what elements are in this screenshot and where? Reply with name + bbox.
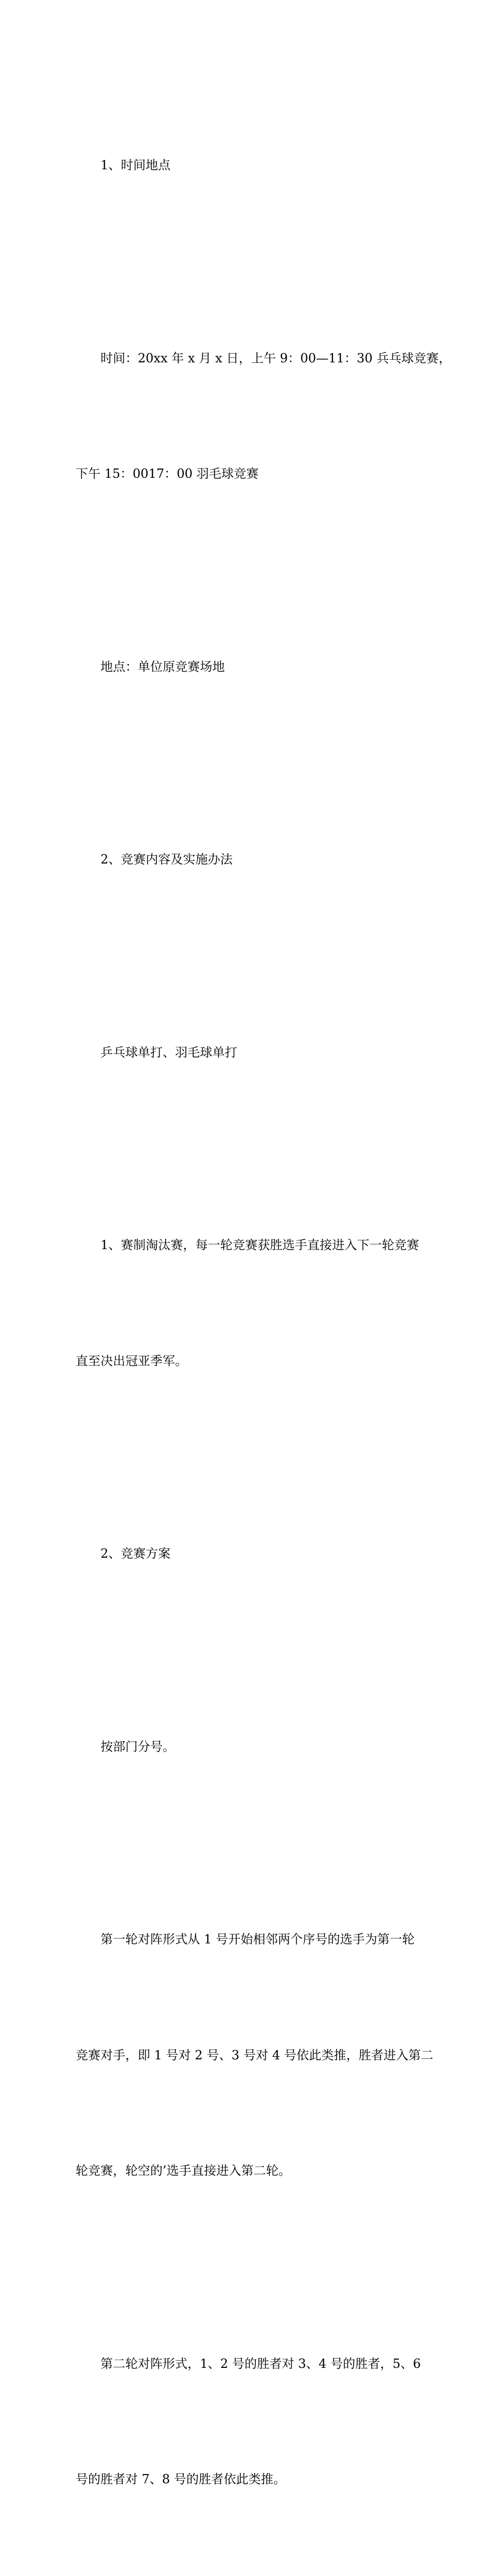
heading-time-location: [76, 69, 417, 262]
text-line: 2、竞赛内容及实施办法: [100, 852, 233, 867]
text-line: 下午 15：0017：00 羽毛球竞赛: [76, 466, 259, 481]
paragraph-time: [76, 262, 451, 570]
text-line: 地点：单位原竞赛场地: [100, 659, 225, 674]
heading-content-method: [76, 763, 417, 956]
text-line: 按部门分号。: [100, 1739, 175, 1754]
document-body: [76, 69, 451, 2576]
paragraph-round-two: [76, 2267, 421, 2576]
paragraph-location: [76, 570, 417, 764]
text-line: 直至决出冠亚季军。: [76, 1353, 187, 1368]
text-line: 乒乓球单打、羽毛球单打: [100, 1045, 237, 1060]
paragraph-numbering: [76, 1650, 417, 1843]
text-line: 2、竞赛方案: [100, 1546, 171, 1561]
text-line: 轮竞赛，轮空的’选手直接进入第二轮。: [76, 2163, 291, 2178]
paragraph-format: [76, 1149, 417, 1457]
paragraph-round-one: [76, 1843, 433, 2267]
text-line: 1、时间地点: [100, 158, 171, 172]
text-line: 号的胜者对 7、8 号的胜者依此类推。: [76, 2472, 286, 2486]
text-line: 竞赛对手，即 1 号对 2 号、3 号对 4 号依此类推，胜者进入第二: [76, 2047, 433, 2062]
text-line: 时间：20xx 年 x 月 x 日，上午 9：00—11：30 兵乓球竞赛，: [100, 350, 451, 365]
text-line: 1、赛制淘汰赛，每一轮竞赛获胜选手直接进入下一轮竞赛: [100, 1238, 419, 1252]
heading-competition-plan: [76, 1457, 417, 1650]
text-line: 第二轮对阵形式，1、2 号的胜者对 3、4 号的胜者，5、6: [100, 2356, 421, 2371]
paragraph-events: [76, 956, 417, 1149]
text-line: 第一轮对阵形式从 1 号开始相邻两个序号的选手为第一轮: [100, 1932, 415, 1946]
